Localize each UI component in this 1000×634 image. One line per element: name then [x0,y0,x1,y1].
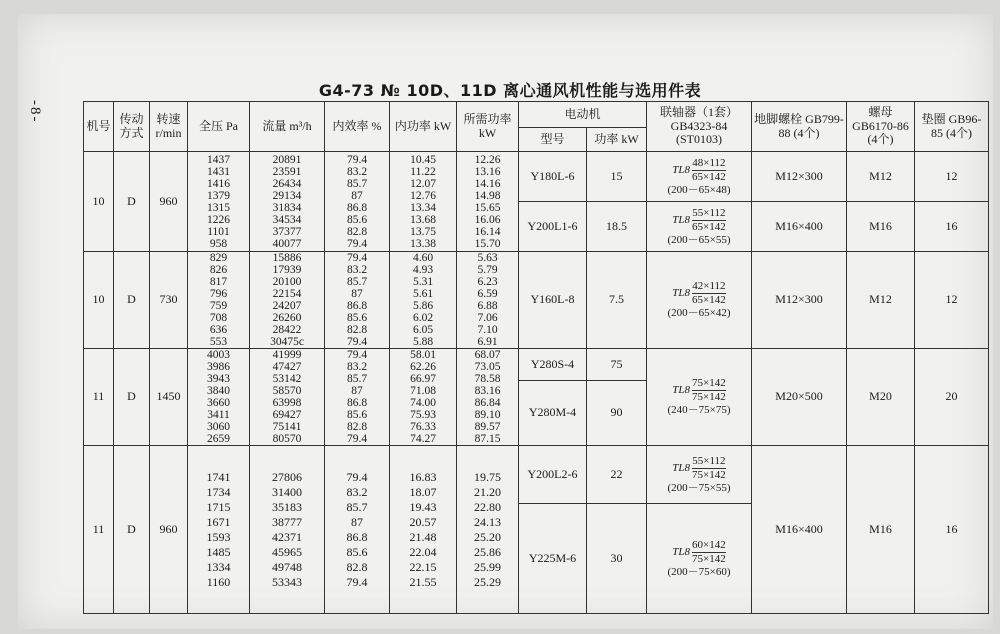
coupling-cell [647,152,752,202]
value: 82.8 [346,421,368,433]
coupling-cell [647,349,752,446]
value: 86.84 [474,397,501,409]
value: 73.05 [474,361,501,373]
value: 74.00 [410,397,436,409]
coupling-num: 75×142 [692,377,726,389]
value: 3840 [207,385,230,397]
value: 87.15 [474,433,501,445]
nut: M12 [847,152,915,202]
value: 1715 [206,499,231,514]
value: 71.08 [410,385,436,397]
value: 4.93 [412,264,434,276]
header-motor-power: 功率 kW [587,128,647,152]
value: 27806 [272,469,302,484]
header-motor-model: 型号 [519,128,587,152]
value: 79.4 [346,237,368,250]
anchor-bolt: M12×300 [752,252,847,349]
inner-power-list [390,349,457,446]
value: 18.07 [409,484,437,499]
coupling-den: 75×142 [692,552,726,565]
value: 89.10 [474,409,501,421]
motor-model: Y280M-4 [519,381,587,446]
value: 1226 [207,213,230,226]
value: 49748 [272,559,302,574]
value: 42371 [272,529,302,544]
coupling-type: TL8 [672,461,691,474]
value: 87 [351,288,363,300]
flow-list [250,349,325,446]
value: 85.7 [346,177,368,190]
value: 25.99 [474,559,501,574]
value: 85.6 [346,312,368,324]
value: 22154 [272,288,302,300]
header-pressure: 全压 Pa [188,102,250,152]
value: 16.83 [409,469,437,484]
coupling-cell [647,446,752,504]
value: 23591 [272,165,302,178]
nut: M20 [847,349,915,446]
value: 87 [351,189,363,202]
header-motor: 电动机 [519,102,647,128]
inner-power-list [390,152,457,252]
efficiency-list [325,252,390,349]
required-power-list [457,252,519,349]
header-coupling: 联轴器（1套） GB4323-84 (ST0103) [647,102,752,152]
value: 62.26 [410,361,436,373]
value: 5.61 [412,288,434,300]
value: 5.63 [477,252,498,264]
flow-list [250,446,325,614]
value: 6.23 [477,276,498,288]
header-anchor-bolt: 地脚螺栓 GB799-88 (4个) [752,102,847,152]
value: 58.01 [410,349,436,361]
value: 5.31 [412,276,434,288]
value: 79.4 [346,349,368,361]
value: 958 [209,237,228,250]
motor-power: 90 [587,381,647,446]
coupling-extra: (200－65×42) [667,307,731,319]
header-efficiency: 内效率 % [325,102,390,152]
value: 3060 [207,421,230,433]
value: 16.06 [474,213,501,226]
value: 26434 [272,177,302,190]
value: 817 [209,276,228,288]
value: 86.8 [346,529,368,544]
value: 79.4 [346,433,368,445]
machine-cell: 11 [84,349,114,446]
coupling-den: 65×142 [692,294,726,306]
coupling-num: 42×112 [692,280,726,292]
coupling-type: TL8 [672,163,691,176]
coupling-extra: (240－75×75) [667,404,731,416]
value: 13.75 [410,225,436,238]
value: 6.91 [477,336,498,348]
value: 3411 [207,409,230,421]
drive-cell: D [114,152,150,252]
machine-cell: 11 [84,446,114,614]
value: 553 [209,336,228,348]
value: 5.86 [412,300,434,312]
value: 89.57 [474,421,501,433]
value: 12.76 [410,189,436,202]
value: 3986 [207,361,230,373]
speed-cell: 960 [150,446,188,614]
motor-model: Y280S-4 [519,349,587,381]
value: 68.07 [474,349,501,361]
value: 15.65 [474,201,501,214]
value: 69427 [272,409,302,421]
value: 13.68 [410,213,436,226]
value: 63998 [272,397,302,409]
value: 13.34 [410,201,436,214]
efficiency-list [325,446,390,614]
value: 37377 [272,225,302,238]
value: 22.80 [474,499,501,514]
value: 85.6 [346,409,368,421]
value: 79.4 [346,336,368,348]
value: 34534 [272,213,302,226]
coupling-extra: (200－65×55) [667,233,731,246]
value: 80570 [272,433,302,445]
coupling-num: 60×142 [692,538,726,551]
value: 1101 [207,225,230,238]
value: 78.58 [474,373,501,385]
coupling-den: 65×142 [692,220,726,233]
value: 20100 [272,276,302,288]
motor-power: 7.5 [587,252,647,349]
value: 25.20 [474,529,501,544]
value: 79.4 [346,153,368,166]
value: 10.45 [410,153,436,166]
speed-cell: 1450 [150,349,188,446]
required-power-list [457,349,519,446]
motor-model: Y160L-8 [519,252,587,349]
value: 24.13 [474,514,501,529]
washer: 16 [915,446,989,614]
coupling-den: 65×142 [692,170,726,183]
value: 20.57 [409,514,437,529]
value: 75141 [272,421,302,433]
value: 58570 [272,385,302,397]
value: 83.2 [346,165,368,178]
value: 75.93 [410,409,436,421]
anchor-bolt: M16×400 [752,202,847,252]
fan-performance-table [83,101,989,614]
value: 636 [209,324,228,336]
speed-cell: 730 [150,252,188,349]
drive-cell: D [114,446,150,614]
value: 25.86 [474,544,501,559]
washer: 12 [915,252,989,349]
value: 19.75 [474,469,501,484]
value: 28422 [272,324,302,336]
pressure-list [188,152,250,252]
value: 45965 [272,544,302,559]
value: 14.98 [474,189,501,202]
motor-model: Y200L1-6 [519,202,587,252]
coupling-num: 55×112 [692,206,726,219]
value: 85.7 [346,499,368,514]
value: 22.15 [409,559,437,574]
motor-power: 18.5 [587,202,647,252]
coupling-den: 75×142 [692,391,726,403]
value: 85.6 [346,213,368,226]
value: 1437 [207,153,230,166]
value: 3660 [207,397,230,409]
value: 21.20 [474,484,501,499]
page-number: -8- [27,100,43,124]
value: 15886 [272,252,302,264]
value: 40077 [272,237,302,250]
value: 21.55 [409,574,437,589]
motor-power: 30 [587,504,647,614]
pressure-list [188,446,250,614]
motor-power: 75 [587,349,647,381]
value: 7.10 [477,324,498,336]
value: 829 [209,252,228,264]
motor-model: Y200L2-6 [519,446,587,504]
value: 53142 [272,373,302,385]
machine-cell: 10 [84,152,114,252]
value: 5.88 [412,336,434,348]
pressure-list [188,252,250,349]
value: 82.8 [346,559,368,574]
value: 4.60 [412,252,434,264]
value: 1379 [207,189,230,202]
value: 796 [209,288,228,300]
value: 1671 [206,514,231,529]
value: 86.8 [346,300,368,312]
value: 1734 [206,484,231,499]
value: 19.43 [409,499,437,514]
coupling-cell [647,504,752,614]
flow-list [250,252,325,349]
value: 1431 [207,165,230,178]
value: 86.8 [346,201,368,214]
coupling-extra: (200－75×60) [667,565,731,578]
coupling-extra: (200－65×48) [667,183,731,196]
value: 31400 [272,484,302,499]
header-machine-no: 机号 [84,102,114,152]
coupling-num: 48×112 [692,156,726,169]
nut: M12 [847,252,915,349]
value: 85.6 [346,544,368,559]
value: 13.38 [410,237,436,250]
washer: 12 [915,152,989,202]
value: 83.2 [346,264,368,276]
value: 74.27 [410,433,436,445]
value: 87 [351,385,363,397]
coupling-type: TL8 [672,384,691,396]
header-nut: 螺母 GB6170-86 (4个) [847,102,915,152]
value: 1741 [206,469,231,484]
coupling-type: TL8 [672,545,691,558]
efficiency-list [325,152,390,252]
value: 29134 [272,189,302,202]
value: 3943 [207,373,230,385]
nut: M16 [847,202,915,252]
washer: 16 [915,202,989,252]
value: 86.8 [346,397,368,409]
inner-power-list [390,446,457,614]
speed-cell: 960 [150,152,188,252]
motor-power: 22 [587,446,647,504]
value: 708 [209,312,228,324]
value: 66.97 [410,373,436,385]
header-inner-power: 内功率 kW [390,102,457,152]
anchor-bolt: M12×300 [752,152,847,202]
value: 17939 [272,264,302,276]
value: 14.16 [474,177,501,190]
value: 87 [351,514,363,529]
value: 2659 [207,433,230,445]
value: 85.7 [346,373,368,385]
value: 79.4 [346,574,368,589]
value: 76.33 [410,421,436,433]
value: 83.2 [346,484,368,499]
header-required-power: 所需功率 kW [457,102,519,152]
value: 6.88 [477,300,498,312]
value: 30475c [270,336,304,348]
drive-cell: D [114,349,150,446]
value: 31834 [272,201,302,214]
header-flow: 流量 m³/h [250,102,325,152]
value: 20891 [272,153,302,166]
value: 1315 [207,201,230,214]
anchor-bolt: M16×400 [752,446,847,614]
value: 82.8 [346,324,368,336]
value: 6.02 [412,312,434,324]
washer: 20 [915,349,989,446]
flow-list [250,152,325,252]
value: 25.29 [474,574,501,589]
header-speed: 转速 r/min [150,102,188,152]
coupling-type: TL8 [672,213,691,226]
motor-power: 15 [587,152,647,202]
pressure-list [188,349,250,446]
required-power-list [457,446,519,614]
value: 7.06 [477,312,498,324]
coupling-den: 75×142 [692,468,726,481]
value: 79.4 [346,252,368,264]
value: 1416 [207,177,230,190]
value: 13.16 [474,165,501,178]
value: 759 [209,300,228,312]
value: 12.26 [474,153,501,166]
inner-power-list [390,252,457,349]
value: 24207 [272,300,302,312]
value: 85.7 [346,276,368,288]
value: 47427 [272,361,302,373]
header-drive: 传动方式 [114,102,150,152]
value: 1593 [206,529,231,544]
coupling-type: TL8 [672,287,691,299]
table-title: G4-73 № 10D、11D 离心通风机性能与选用件表 [318,81,702,100]
value: 4003 [207,349,230,361]
value: 38777 [272,514,302,529]
coupling-extra: (200－75×55) [667,481,731,494]
efficiency-list [325,349,390,446]
value: 26260 [272,312,302,324]
value: 35183 [272,499,302,514]
coupling-num: 55×112 [692,454,726,467]
value: 826 [209,264,228,276]
drive-cell: D [114,252,150,349]
value: 79.4 [346,469,368,484]
value: 11.22 [410,165,436,178]
motor-model: Y225M-6 [519,504,587,614]
machine-cell: 10 [84,252,114,349]
value: 83.2 [346,361,368,373]
value: 6.59 [477,288,498,300]
value: 6.05 [412,324,434,336]
value: 53343 [272,574,302,589]
value: 82.8 [346,225,368,238]
anchor-bolt: M20×500 [752,349,847,446]
required-power-list [457,152,519,252]
value: 1160 [206,574,231,589]
value: 83.16 [474,385,501,397]
value: 1485 [206,544,231,559]
value: 16.14 [474,225,501,238]
value: 15.70 [474,237,501,250]
value: 5.79 [477,264,498,276]
coupling-cell [647,202,752,252]
value: 1334 [206,559,231,574]
nut: M16 [847,446,915,614]
value: 21.48 [409,529,437,544]
value: 41999 [272,349,302,361]
motor-model: Y180L-6 [519,152,587,202]
value: 12.07 [410,177,436,190]
value: 22.04 [409,544,437,559]
header-washer: 垫圈 GB96-85 (4个) [915,102,989,152]
coupling-cell [647,252,752,349]
